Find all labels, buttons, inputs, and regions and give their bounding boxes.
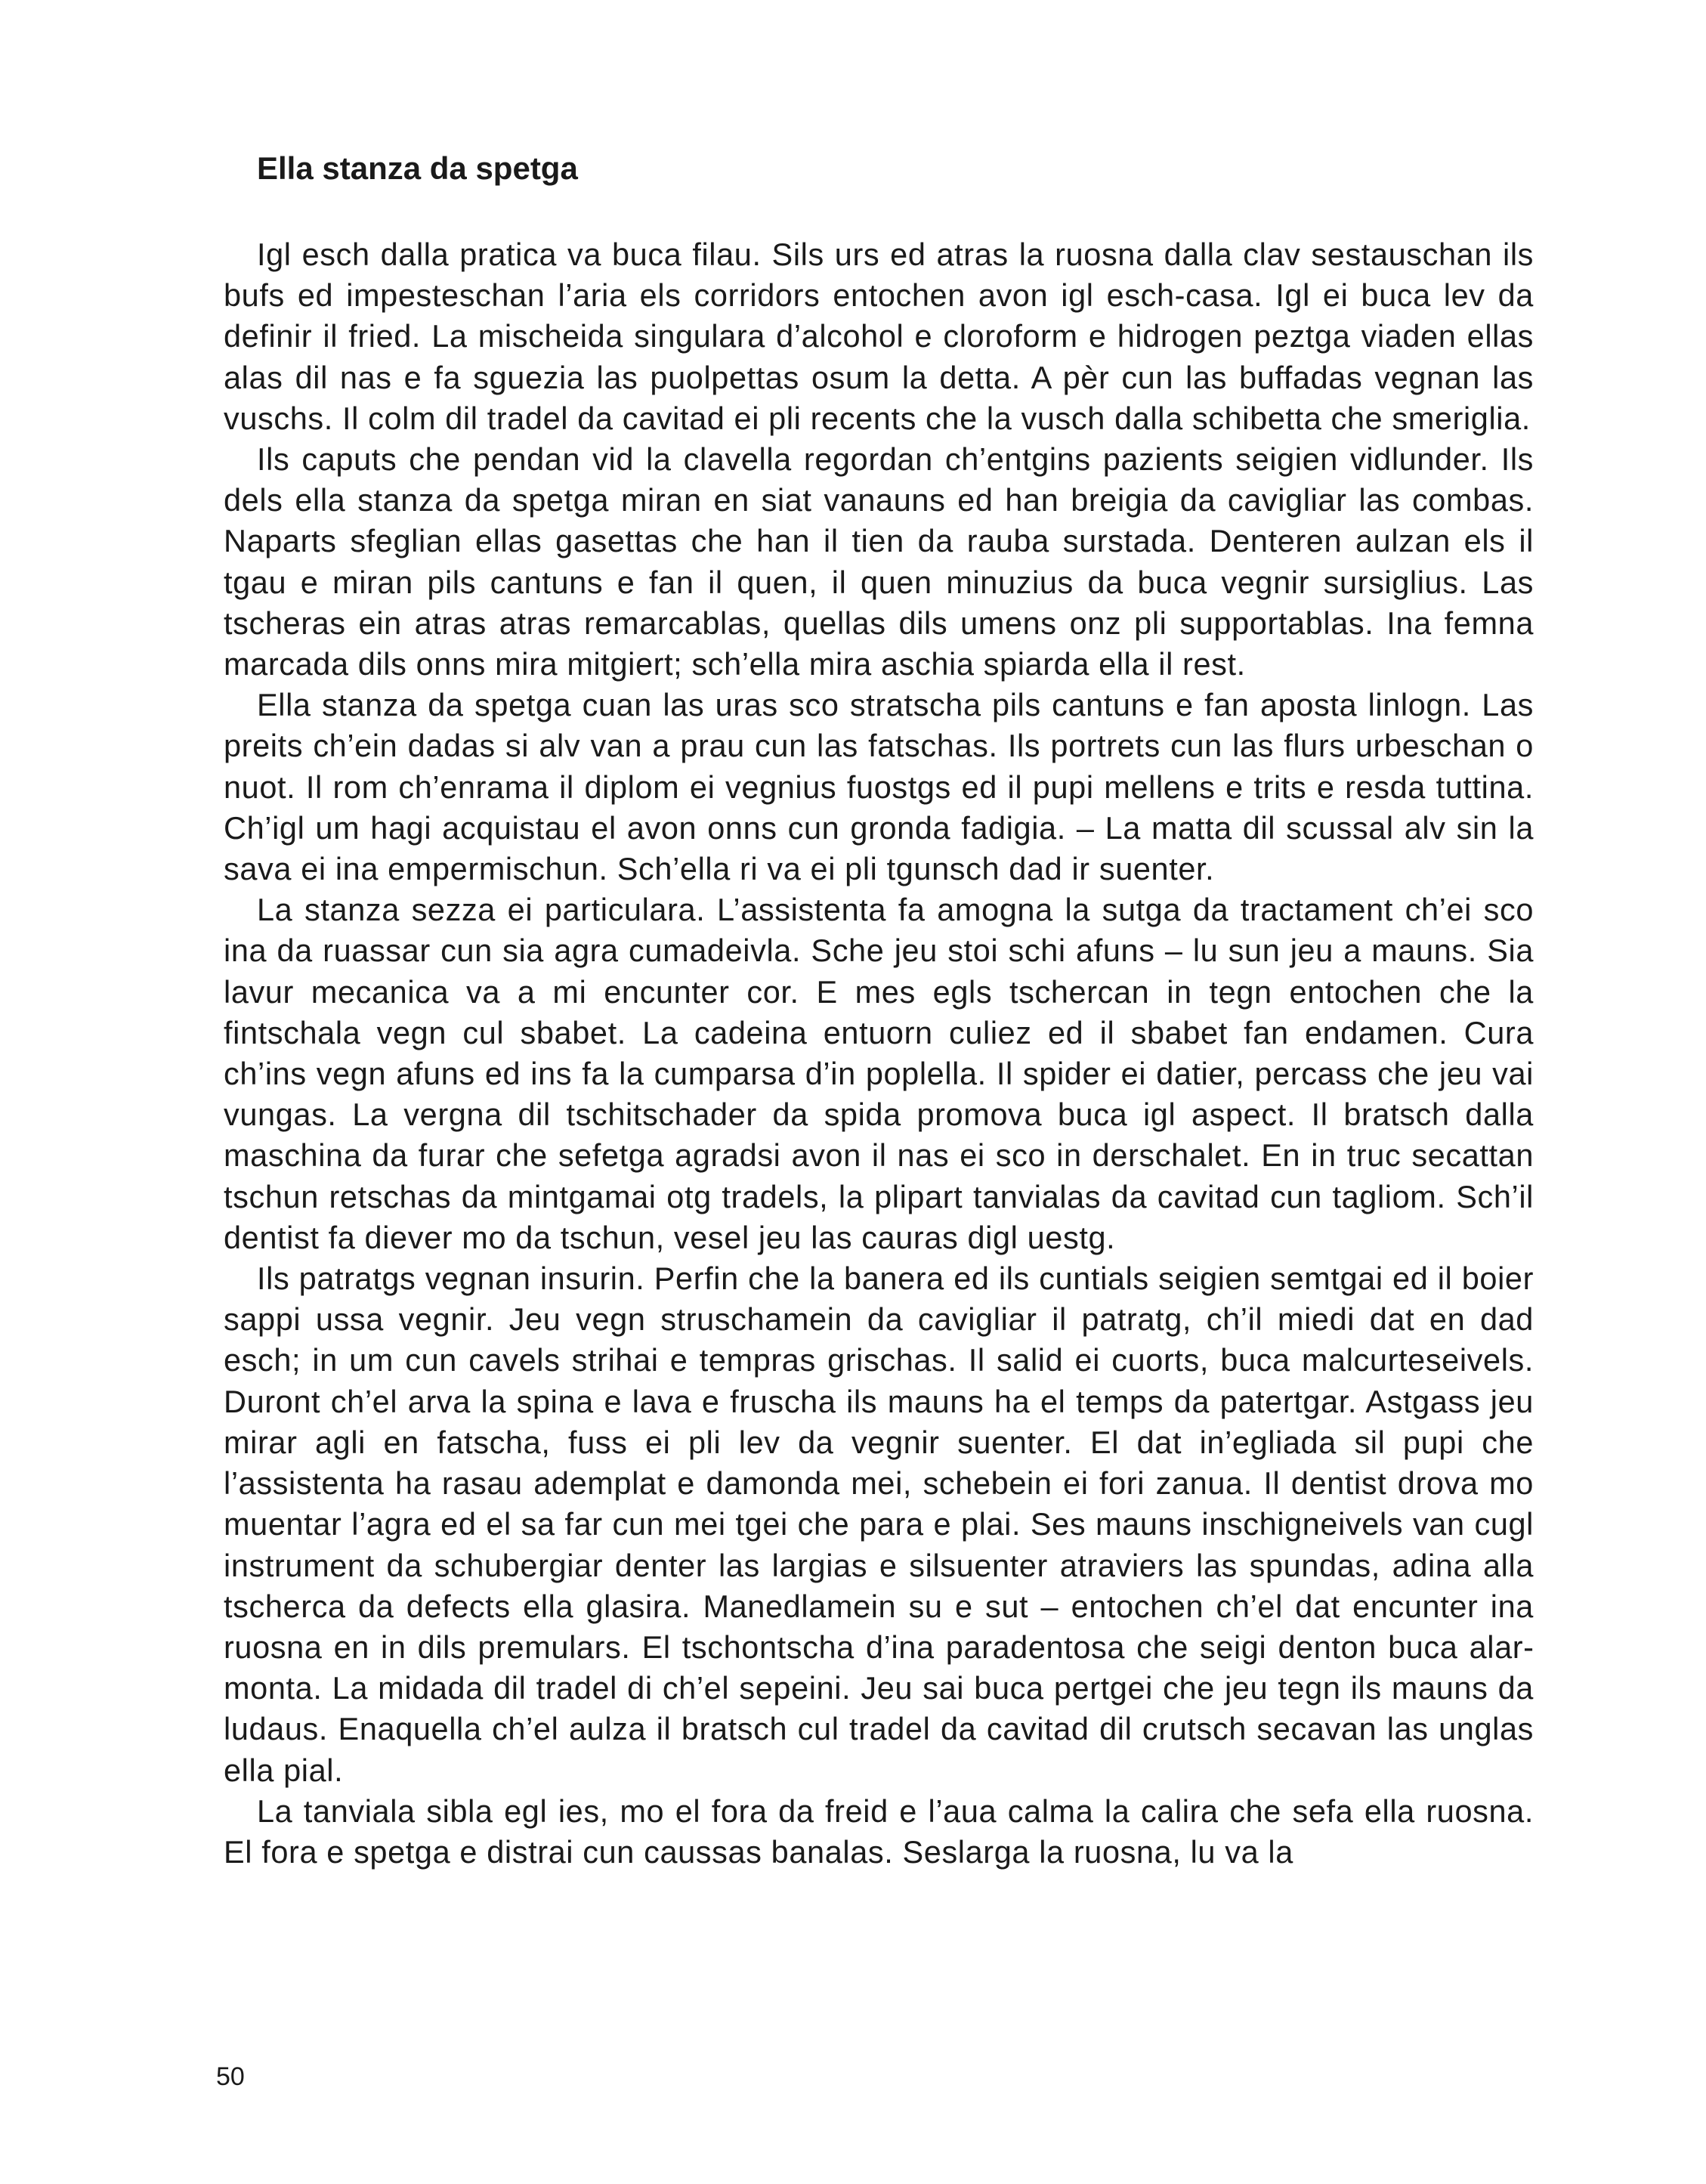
paragraph-2: Ils caputs che pendan vid la clavella regordan ch’entgins pazients seigien vidlunder. Ils dels ella stanza da spetga miran en siat vanauns ed han breigia da cavigliar las combas. Naparts sfeglian ellas gasettas che han il tien da rauba surstada. Denteren aulzan els il tgau e miran pils cantuns e fan il quen, il quen minuzius da buca vegnir sursiglius. Las tscheras ein atras atras remarcablas, quellas dils umens onz pli supportablas. Ina femna marcada dils onns mira mitgiert; sch’ella mira aschia spiarda ella il rest. xyxy=(224,441,1534,682)
page-title: Ella stanza da spetga xyxy=(257,150,578,186)
paragraph-5: Ils patratgs vegnan insurin. Perfin che la banera ed ils cuntials seigien semtgai ed il boier sappi ussa vegnir. Jeu vegn struschamein da cavigliar il patratg, ch’il miedi dat en dad esch; in um cun cavels strihai e tempras grischas. Il salid ei cuorts, buca malcurteseivels. Duront ch’el arva la spina e lava e fruscha ils mauns ha el temps da patertgar. Astgass jeu mirar agli en fatscha, fuss ei pli lev da vegnir suenter. El dat in’egliada sil pupi che l’assistenta ha rasau ademplat e damonda mei, schebein ei fori zanua. Il dentist drova mo muentar l’agra ed el sa far cun mei tgei che para e plai. Ses mauns inschigneivels van cugl instrument da schubergiar denter las largias e silsuenter atraviers las spundas, adina alla tscherca da defects ella glasira. Manedlamein su e sut – entochen ch’el dat encunter ina ruosna en in dils premulars. El tschontscha d’ina paradentosa che seigi denton buca alarmonta. La midada dil tradel di ch’el sepeini. Jeu sai buca pertgei che jeu tegn ils mauns da ludaus. Enaquella ch’el aulza il bratsch cul tradel da cavitad dil crutsch secavan las unglas ella pial. xyxy=(224,1261,1534,1788)
paragraph-1: Igl esch dalla pratica va buca filau. Sils urs ed atras la ruosna dalla clav sestauschan ils bufs ed impesteschan l’aria els corridors entochen avon igl esch-casa. Igl ei buca lev da definir il fried. La mischeida singulara d’alcohol e cloroform e hidrogen peztga viaden ellas alas dil nas e fa sguezia las puolpettas osum la detta. A pèr cun las buffadas vegnan las vuschs. Il colm dil tradel da cavitad ei pli recents che la vusch dalla schibetta che smeriglia. xyxy=(224,237,1534,436)
paragraph-3: Ella stanza da spetga cuan las uras sco stratscha pils cantuns e fan aposta linlogn. Las preits ch’ein dadas si alv van a prau cun las fatschas. Ils portrets cun las flurs urbeschan o nuot. Il rom ch’enrama il diplom ei vegnius fuostgs ed il pupi mellens e trits e resda tuttina. Ch’igl um hagi acquistau el avon onns cun gronda fadigia. – La matta dil scussal alv sin la sava ei ina empermischun. Sch’ella ri va ei pli tgunsch dad ir suenter. xyxy=(224,687,1534,887)
page-number: 50 xyxy=(216,2062,245,2091)
paragraph-6: La tanviala sibla egl ies, mo el fora da freid e l’aua calma la calira che sefa ella ruosna. El fora e spetga e distrai cun caussas banalas. Seslarga la ruosna, lu va la xyxy=(224,1793,1534,1870)
body-text xyxy=(224,234,1534,1873)
paragraph-4: La stanza sezza ei particulara. L’assistenta fa amogna la sutga da tractament ch’ei sco ina da ruassar cun sia agra cumadeivla. Sche jeu stoi schi afuns – lu sun jeu a mauns. Sia lavur mecanica va a mi encunter cor. E mes egls tschercan in tegn entochen che la fintschala vegn cul sbabet. La cadeina entuorn culiez ed il sbabet fan endamen. Cura ch’ins vegn afuns ed ins fa la cumparsa d’in poplella. Il spider ei datier, percass che jeu vai vungas. La vergna dil tschitschader da spida promova buca igl aspect. Il bratsch dalla maschina da furar che sefetga agradsi avon il nas ei sco in derschalet. En in truc secattan tschun retschas da mintgamai otg tradels, la plipart tanvialas da cavitad cun tagliom. Sch’il dentist fa diever mo da tschun, vesel jeu las cauras digl uestg. xyxy=(224,892,1534,1255)
